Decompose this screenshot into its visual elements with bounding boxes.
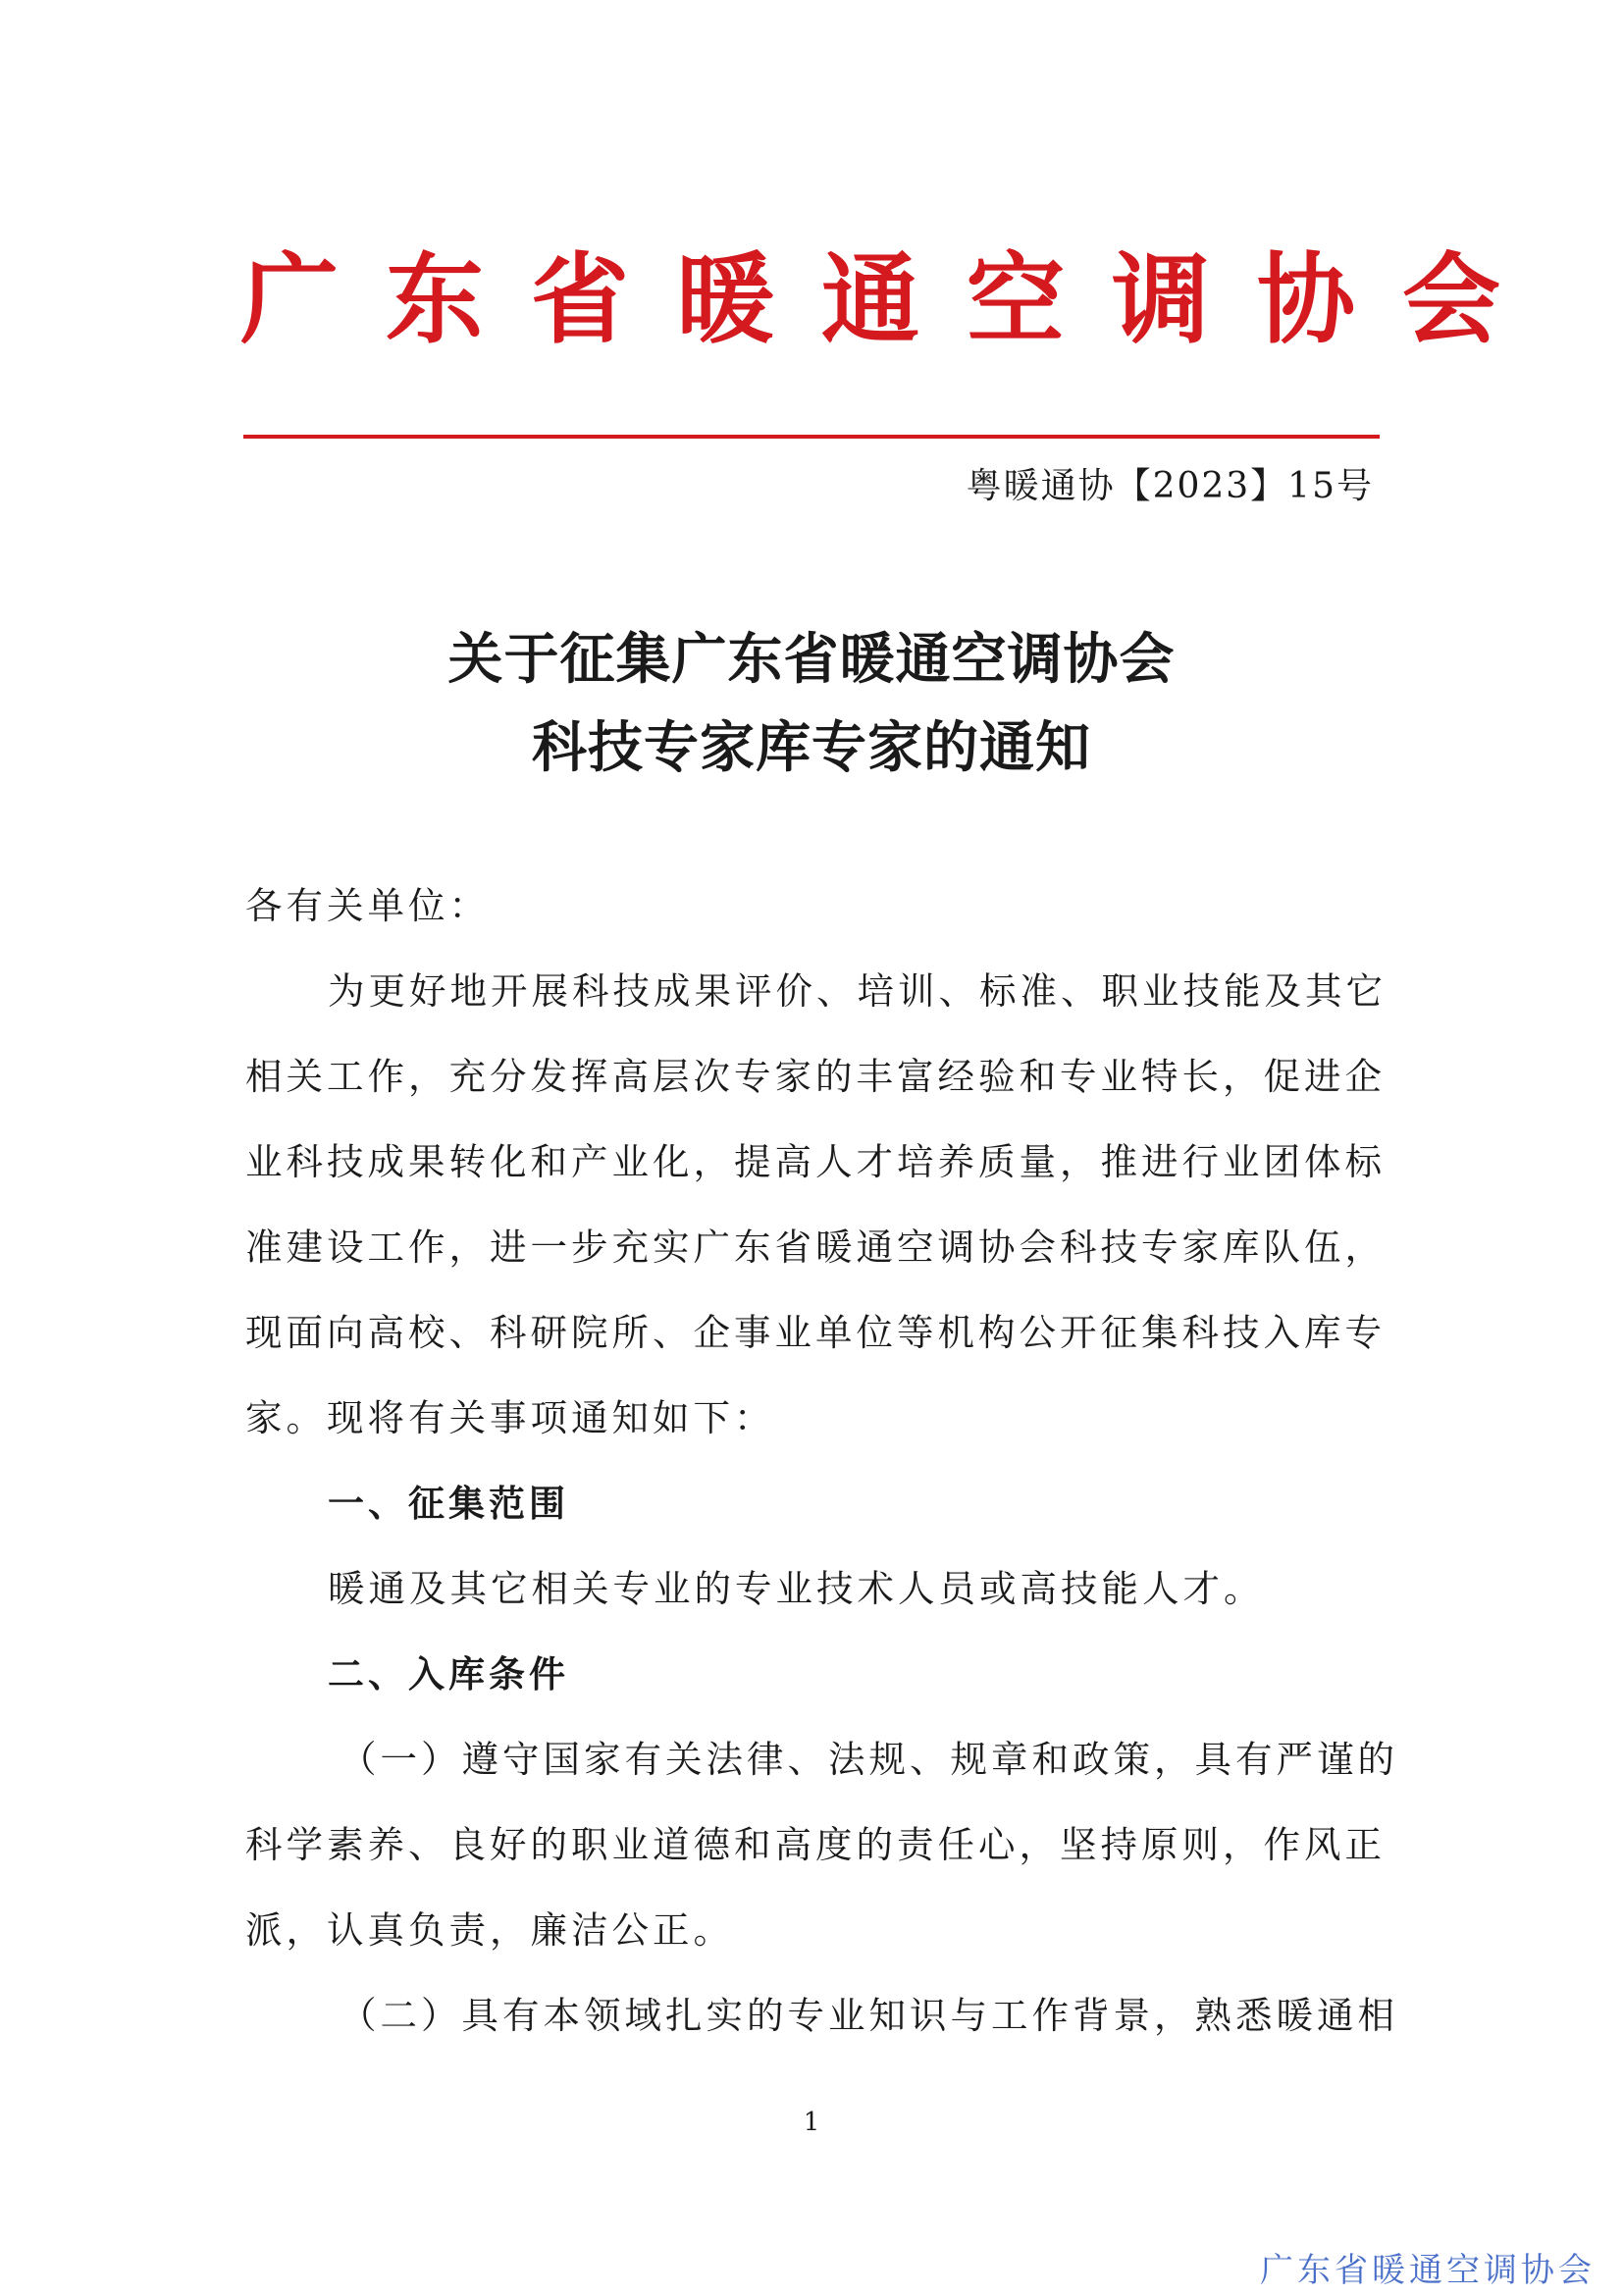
paragraph-line: 为更好地开展科技成果评价、培训、标准、职业技能及其它 <box>328 969 1387 1013</box>
page-number: 1 <box>803 2108 820 2137</box>
org-letterhead: 广东省暖通空调协会 <box>240 241 1547 357</box>
section-heading-2: 二、入库条件 <box>328 1653 569 1696</box>
condition-1-line: （一）遵守国家有关法律、法规、规章和政策，具有严谨的 <box>340 1738 1398 1781</box>
red-divider <box>243 435 1380 439</box>
paragraph-line: 现面向高校、科研院所、企事业单位等机构公开征集科技入库专 <box>245 1311 1386 1354</box>
condition-1-line: 派，认真负责，廉洁公正。 <box>245 1908 734 1952</box>
salutation: 各有关单位： <box>245 884 490 927</box>
title-line-1: 关于征集广东省暖通空调协会 <box>447 628 1176 692</box>
condition-2-line: （二）具有本领域扎实的专业知识与工作背景，熟悉暖通相 <box>340 1994 1398 2037</box>
paragraph-line: 家。现将有关事项通知如下： <box>245 1396 775 1439</box>
paragraph-line: 准建设工作，进一步充实广东省暖通空调协会科技专家库队伍， <box>245 1226 1386 1269</box>
condition-1-line: 科学素养、良好的职业道德和高度的责任心，坚持原则，作风正 <box>245 1823 1386 1866</box>
document-number: 粤暖通协【2023】15号 <box>966 466 1374 506</box>
watermark-text: 广东省暖通空调协会 <box>1260 2251 1596 2290</box>
section-1-text: 暖通及其它相关专业的专业技术人员或高技能人才。 <box>328 1567 1265 1610</box>
paragraph-line: 相关工作，充分发挥高层次专家的丰富经验和专业特长，促进企 <box>245 1055 1386 1098</box>
title-line-2: 科技专家库专家的通知 <box>532 716 1091 780</box>
document-title <box>0 616 1623 793</box>
paragraph-line: 业科技成果转化和产业化，提高人才培养质量，推进行业团体标 <box>245 1140 1386 1183</box>
section-heading-1: 一、征集范围 <box>328 1483 569 1525</box>
document-body <box>245 863 1398 2059</box>
